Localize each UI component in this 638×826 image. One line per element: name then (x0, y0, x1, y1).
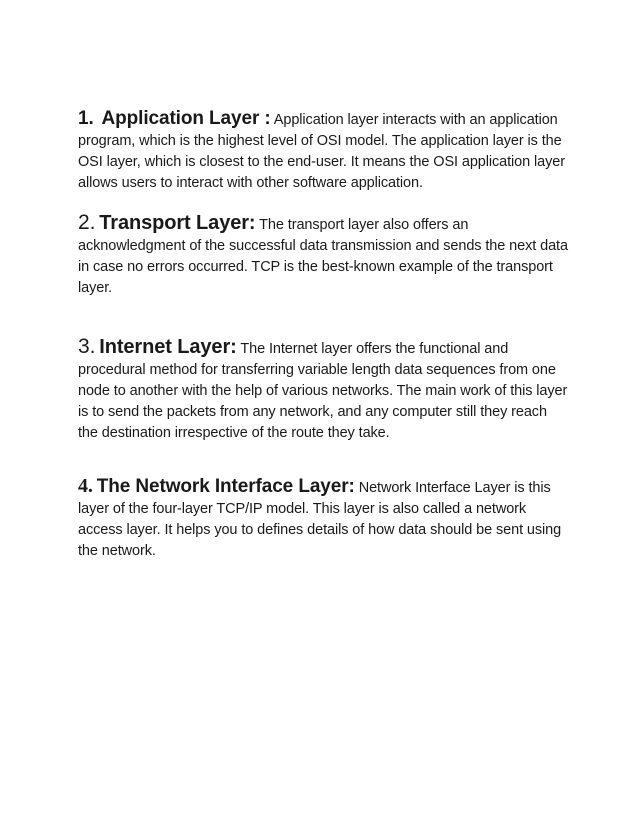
section-application-layer (78, 108, 568, 194)
section-body: Network Interface Layer is this layer of the four-layer TCP/IP model. This layer is also called a network access layer. It helps you to defines details of how data should be sent using the network. (78, 480, 562, 559)
section-title: Application Layer : (101, 108, 271, 129)
section-title: Internet Layer: (99, 336, 237, 358)
section-title: Transport Layer: (99, 212, 256, 234)
section-heading (78, 335, 237, 358)
section-heading (78, 475, 355, 497)
section-body: The transport layer also offers an acknowledgment of the successful data transmission and sends the next data in case no errors occurred. TCP is the best-known example of the transport layer. (78, 217, 568, 296)
section-heading (78, 211, 256, 234)
section-internet-layer (78, 336, 568, 444)
section-network-interface-layer (78, 476, 568, 562)
section-number: 2. (78, 211, 96, 234)
section-body: Application layer interacts with an application program, which is the highest level of OSI model. The application layer is the OSI layer, which is closest to the end-user. It means the OSI application layer allows users to interact with other software application. (78, 112, 565, 191)
section-heading (78, 108, 271, 129)
section-number: 1. (78, 108, 94, 129)
section-transport-layer (78, 212, 568, 299)
section-number: 4. (78, 475, 93, 497)
section-body: The Internet layer offers the functional and procedural method for transferring variable length data sequences from one node to another with the help of various networks. The main work of this layer is to send the packets from any network, and any computer still they reach the destination irrespective of the route they take. (78, 341, 568, 441)
section-title: The Network Interface Layer: (96, 476, 355, 497)
section-number: 3. (78, 335, 96, 358)
